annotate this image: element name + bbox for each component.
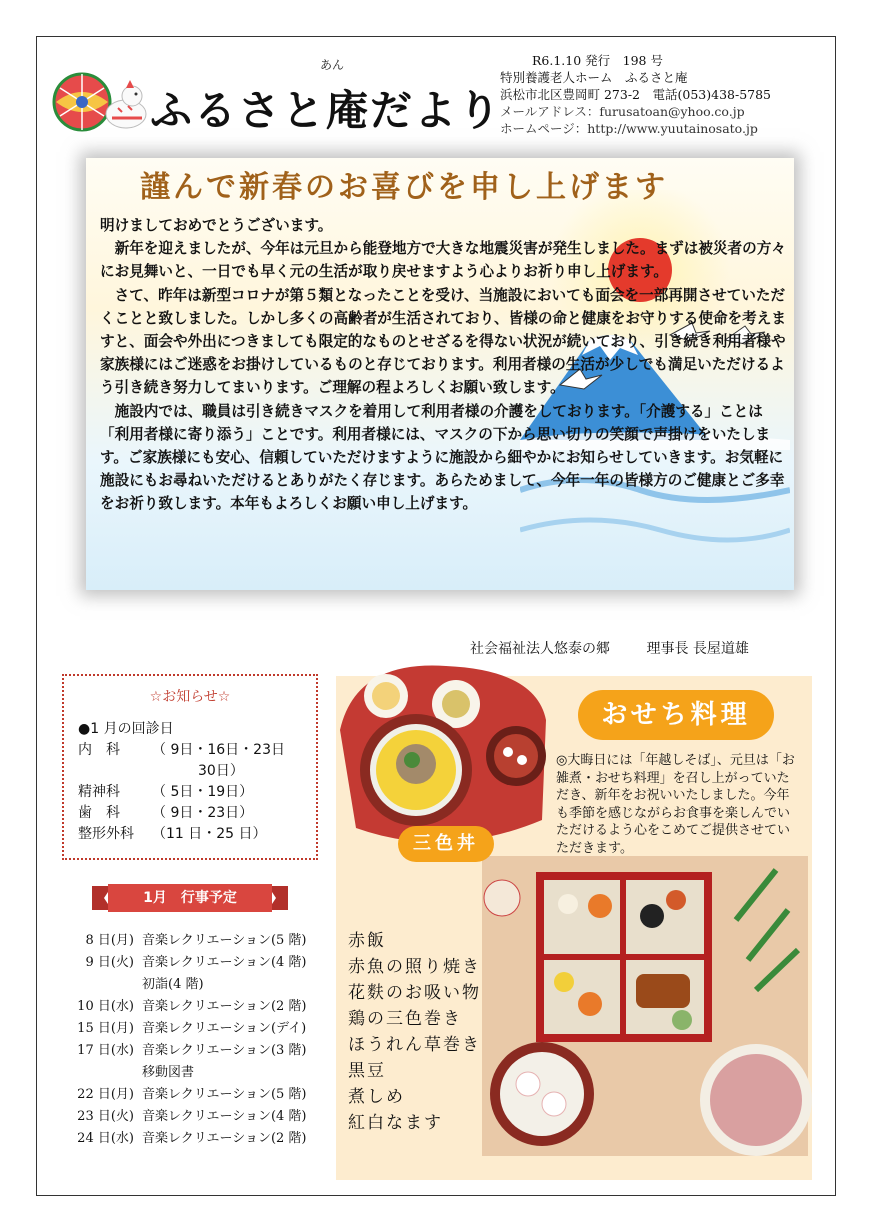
- clinic-name: 精神科: [78, 784, 120, 800]
- event-text: 音楽レクリエーション(4 階): [142, 955, 307, 970]
- greeting-paragraph: さて、昨年は新型コロナが第５類となったことを受け、当施設においても面会を一部再開させていただくことと致しました。しかし多くの高齢者が生活されており、皆様の命と健康をお守りする使命を考えますと、面会や外出につきましても限定的なものとせざるを得ない状況が続いており、引き続き利用者様や家族様にはご迷惑をお掛けしているものと存じております。利用者様の生活が少しでも満足いただけるよう引き続き努力してまいります。ご理解の程よろしくお願い致します。: [100, 286, 786, 397]
- clinic-days: （ 9日・16日・23日: [152, 742, 285, 758]
- address: 浜松市北区豊岡町 273-2 電話(053)438-5785: [500, 87, 772, 102]
- event-text: 音楽レクリエーション(3 階): [142, 1043, 307, 1058]
- clinic-row: [78, 824, 302, 845]
- clinic-row: [78, 803, 302, 824]
- email-address[interactable]: メールアドレス：furusatoan@yhoo.co.jp: [500, 104, 745, 119]
- clinic-row: [78, 740, 302, 761]
- clinic-days: （11 日・25 日）: [152, 826, 267, 842]
- notice-title: ☆お知らせ☆: [149, 689, 231, 705]
- event-date: [70, 1062, 142, 1084]
- event-date: 24 日(水): [77, 1131, 134, 1146]
- event-date: 10 日(水): [77, 999, 134, 1014]
- event-row: [70, 930, 307, 952]
- greeting-paragraph: 新年を迎えましたが、今年は元旦から能登地方で大きな地震災害が発生しました。まずは被災者の方々にお見舞いと、一日でも早く元の生活が取り戻せますよう心よりお祈り申し上げます。: [100, 240, 786, 281]
- event-text: 音楽レクリエーション(2 階): [142, 1131, 307, 1146]
- event-date: 8 日(月): [85, 933, 134, 948]
- events-banner: [92, 882, 288, 914]
- osechi-menu: [348, 928, 481, 1136]
- clinic-name: 整形外科: [78, 826, 134, 842]
- event-text: 移動図書: [142, 1065, 195, 1080]
- clinic-name: 歯 科: [78, 805, 120, 821]
- event-text: 音楽レクリエーション(5 階): [142, 933, 307, 948]
- website-link[interactable]: ホームページ：http://www.yuutainosato.jp: [500, 121, 758, 136]
- event-row: [70, 952, 307, 974]
- event-date: 9 日(火): [85, 955, 134, 970]
- event-row: [70, 1128, 307, 1150]
- menu-item: 鶏の三色巻き: [348, 1009, 462, 1029]
- menu-item: 紅白なます: [348, 1113, 443, 1133]
- clinic-days: （ 5日・19日）: [152, 784, 254, 800]
- events-title: 1月 行事予定: [143, 890, 237, 906]
- menu-item: 煮しめ: [348, 1087, 405, 1107]
- org-name: 特別養護老人ホーム ふるさと庵: [500, 70, 688, 85]
- event-date: 17 日(水): [77, 1043, 134, 1058]
- menu-item: 黒豆: [348, 1061, 386, 1081]
- temari-logo-icon: [52, 62, 152, 142]
- event-row: [70, 1084, 307, 1106]
- event-row: [70, 1018, 307, 1040]
- osechi-photo-icon: [482, 856, 812, 1156]
- issue-info: R6.1.10 発行 198 号: [532, 53, 663, 68]
- clinic-days-cont: 30日）: [198, 763, 244, 779]
- menu-item: 赤魚の照り焼き: [348, 957, 481, 977]
- signature-name: 理事長 長屋道雄: [646, 641, 749, 657]
- osechi-title: おせち料理: [578, 690, 774, 740]
- event-row: [70, 1040, 307, 1062]
- menu-item: 赤飯: [348, 931, 386, 951]
- event-date: [70, 974, 142, 996]
- event-text: 音楽レクリエーション(2 階): [142, 999, 307, 1014]
- signature: [470, 638, 781, 658]
- sanshoku-don-photo-icon: [340, 666, 546, 843]
- notice-subtitle: ●1 月の回診日: [78, 721, 174, 737]
- title-ruby: あん: [320, 58, 345, 72]
- event-date: 15 日(月): [77, 1021, 134, 1036]
- newsletter-title: ふるさと庵だより: [150, 86, 503, 135]
- event-row: [70, 974, 307, 996]
- greeting-paragraph: 明けましておめでとうございます。: [100, 217, 333, 234]
- clinic-days: （ 9日・23日）: [152, 805, 254, 821]
- event-text: 音楽レクリエーション(デイ): [142, 1021, 307, 1036]
- events-list: [70, 930, 307, 1150]
- notice-box: [62, 674, 318, 860]
- clinic-name: 内 科: [78, 742, 120, 758]
- event-text: 音楽レクリエーション(5 階): [142, 1087, 307, 1102]
- event-text: 音楽レクリエーション(4 階): [142, 1109, 307, 1124]
- menu-item: ほうれん草巻き: [348, 1035, 481, 1055]
- event-date: 22 日(月): [77, 1087, 134, 1102]
- osechi-description: ◎大晦日には「年越しそば」、元旦は「お雑煮・おせち料理」を召し上がっていただき、新年をお祝いいたしました。今年も季節を感じながらお食事を楽しんでいただけるよう心をこめてご提供させていただきます。: [556, 753, 795, 856]
- event-row: [70, 996, 307, 1018]
- greeting-body: [100, 214, 790, 516]
- event-date: 23 日(火): [77, 1109, 134, 1124]
- event-row: [70, 1106, 307, 1128]
- signature-org: 社会福祉法人悠泰の郷: [470, 641, 610, 657]
- clinic-row: [78, 782, 302, 803]
- menu-item: 花麩のお吸い物: [348, 983, 481, 1003]
- greeting-paragraph: 施設内では、職員は引き続きマスクを着用して利用者様の介護をしております。「介護する」ことは「利用者様に寄り添う」ことです。利用者様には、マスクの下から思い切りの笑顔で声掛けをいたします。ご家族様にも安心、信頼していただけますように施設から細やかにお知らせしていきます。お気軽に施設にもお尋ねいただけるとありがたく存じます。あらためまして、今年一年の皆様方のご健康とご多幸をお祈り致します。本年もよろしくお願い申し上げます。: [100, 402, 785, 513]
- header-info: [500, 52, 771, 137]
- greeting-headline: 謹んで新春のお喜びを申し上げます: [140, 170, 668, 205]
- event-row: [70, 1062, 307, 1084]
- event-text: 初詣(4 階): [142, 977, 204, 992]
- sanshoku-label: 三色丼: [398, 826, 494, 862]
